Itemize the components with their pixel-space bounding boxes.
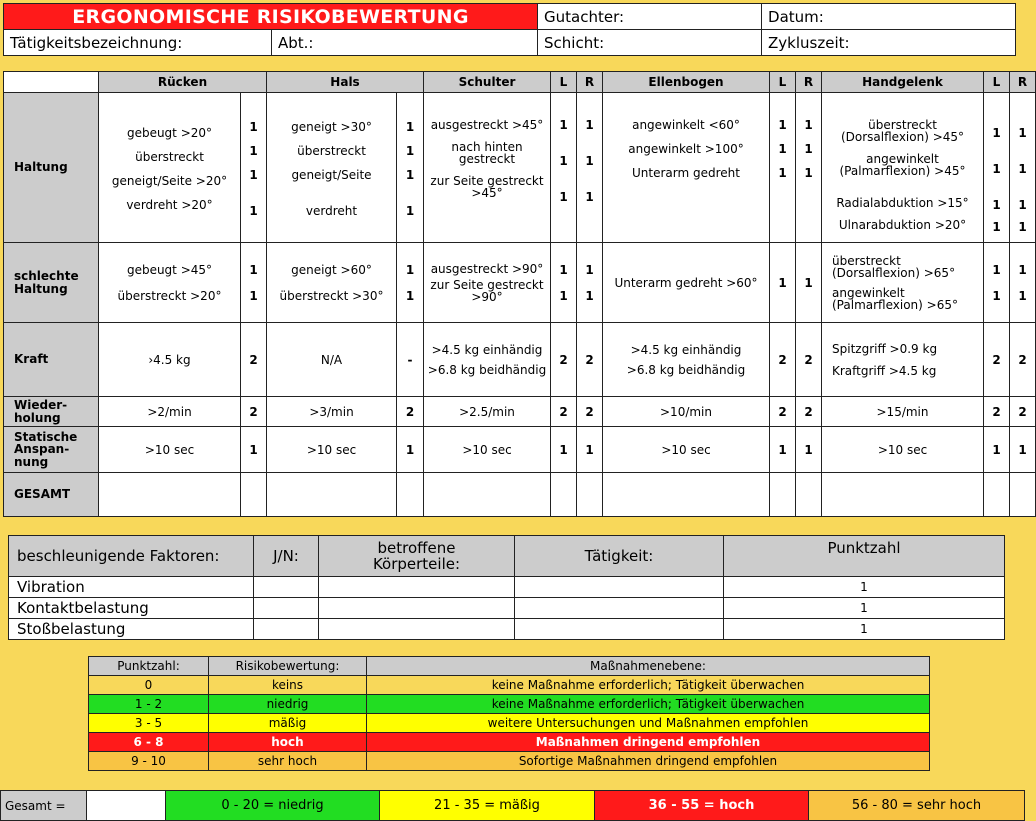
gutachter-field[interactable]: Gutachter:	[538, 4, 762, 30]
kraft-schulter-text: >4.5 kg einhändig >6.8 kg beidhändig	[424, 323, 551, 397]
kraft-hals-score[interactable]: -	[397, 323, 424, 397]
col-ruecken: Rücken	[99, 72, 267, 93]
gesamt-schulter-r[interactable]	[577, 473, 603, 517]
haltung-handgelenk-l[interactable]: 1 1 1 1	[984, 93, 1010, 243]
stat-ruecken-score[interactable]: 1	[241, 427, 267, 473]
haltung-schulter-text: ausgestreckt >45° nach hinten gestreckt zur Seite gestreckt >45°	[424, 93, 551, 243]
wdh-schulter-r[interactable]: 2	[577, 397, 603, 427]
schlecht-ellenbogen-text: Unterarm gedreht >60°	[603, 243, 770, 323]
stat-ruecken-text: >10 sec	[99, 427, 241, 473]
gesamt-schulter-text	[424, 473, 551, 517]
col-schulter-l: L	[551, 72, 577, 93]
haltung-ellenbogen-text: angewinkelt <60° angewinkelt >100° Unterarm gedreht	[603, 93, 770, 243]
gesamt-ruecken-text	[99, 473, 241, 517]
kraft-handgelenk-r[interactable]: 2	[1010, 323, 1036, 397]
schlecht-schulter-text: ausgestreckt >90° zur Seite gestreckt >90°	[424, 243, 551, 323]
wdh-hals-text: >3/min	[267, 397, 397, 427]
col-schulter: Schulter	[424, 72, 551, 93]
accel-activity-input[interactable]	[515, 619, 724, 640]
stat-handgelenk-l[interactable]: 1	[984, 427, 1010, 473]
accel-header-points: Punktzahl	[724, 536, 1005, 577]
haltung-schulter-r[interactable]: 1 1 1	[577, 93, 603, 243]
col-ellenbogen: Ellenbogen	[603, 72, 770, 93]
risk-table	[3, 71, 1036, 517]
accel-body-input[interactable]	[319, 577, 515, 598]
gesamt-schulter-l[interactable]	[551, 473, 577, 517]
haltung-ruecken-text: gebeugt >20° überstreckt geneigt/Seite >20° verdreht >20°	[99, 93, 241, 243]
accel-header-factors: beschleunigende Faktoren:	[9, 536, 254, 577]
accel-body-input[interactable]	[319, 598, 515, 619]
gesamt-handgelenk-text	[822, 473, 984, 517]
kraft-handgelenk-l[interactable]: 2	[984, 323, 1010, 397]
schlecht-ellenbogen-l[interactable]: 1	[770, 243, 796, 323]
schlecht-ruecken-score[interactable]: 1 1	[241, 243, 267, 323]
page-title: ERGONOMISCHE RISIKOBEWERTUNG	[4, 4, 538, 30]
haltung-hals-score[interactable]: 1 1 1 1	[397, 93, 424, 243]
kraft-ruecken-score[interactable]: 2	[241, 323, 267, 397]
schlecht-schulter-r[interactable]: 1 1	[577, 243, 603, 323]
gesamt-ellenbogen-l[interactable]	[770, 473, 796, 517]
wdh-handgelenk-r[interactable]: 2	[1010, 397, 1036, 427]
accel-jn-input[interactable]	[254, 577, 319, 598]
gesamt-ruecken-score[interactable]	[241, 473, 267, 517]
col-schulter-r: R	[577, 72, 603, 93]
gesamt-hals-text	[267, 473, 397, 517]
haltung-ruecken-score[interactable]: 1 1 1 1	[241, 93, 267, 243]
wdh-ellenbogen-text: >10/min	[603, 397, 770, 427]
legend-risk: sehr hoch	[209, 752, 367, 771]
haltung-ellenbogen-r[interactable]: 1 1 1	[796, 93, 822, 243]
stat-handgelenk-text: >10 sec	[822, 427, 984, 473]
accel-header-body: betroffene Körperteile:	[319, 536, 515, 577]
gesamt-ellenbogen-text	[603, 473, 770, 517]
legend-risk: niedrig	[209, 695, 367, 714]
datum-field[interactable]: Datum:	[762, 4, 1016, 30]
legend-header-score: Punktzahl:	[89, 657, 209, 676]
kraft-hals-text: N/A	[267, 323, 397, 397]
haltung-handgelenk-r[interactable]: 1 1 1 1	[1010, 93, 1036, 243]
gesamt-total-input[interactable]	[87, 791, 166, 821]
legend-action: keine Maßnahme erforderlich; Tätigkeit überwachen	[367, 695, 930, 714]
legend-action: keine Maßnahme erforderlich; Tätigkeit überwachen	[367, 676, 930, 695]
legend-row	[89, 714, 930, 733]
legend-score: 6 - 8	[89, 733, 209, 752]
row-wiederholung: Wieder-holung	[4, 397, 99, 427]
gesamt-ellenbogen-r[interactable]	[796, 473, 822, 517]
accel-activity-input[interactable]	[515, 577, 724, 598]
stat-hals-text: >10 sec	[267, 427, 397, 473]
kraft-handgelenk-text: Spitzgriff >0.9 kg Kraftgriff >4.5 kg	[822, 323, 984, 397]
schlecht-handgelenk-r[interactable]: 1 1	[1010, 243, 1036, 323]
wdh-ruecken-text: >2/min	[99, 397, 241, 427]
legend-action: weitere Untersuchungen und Maßnahmen empfohlen	[367, 714, 930, 733]
legend-row	[89, 676, 930, 695]
stat-schulter-l[interactable]: 1	[551, 427, 577, 473]
col-handgelenk-r: R	[1010, 72, 1036, 93]
wdh-ruecken-score[interactable]: 2	[241, 397, 267, 427]
kraft-ellenbogen-l[interactable]: 2	[770, 323, 796, 397]
stat-hals-score[interactable]: 1	[397, 427, 424, 473]
schlecht-handgelenk-l[interactable]: 1 1	[984, 243, 1010, 323]
kraft-schulter-l[interactable]: 2	[551, 323, 577, 397]
stat-handgelenk-r[interactable]: 1	[1010, 427, 1036, 473]
legend-score: 0	[89, 676, 209, 695]
kraft-ellenbogen-text: >4.5 kg einhändig >6.8 kg beidhändig	[603, 323, 770, 397]
stat-schulter-r[interactable]: 1	[577, 427, 603, 473]
wdh-ellenbogen-l[interactable]: 2	[770, 397, 796, 427]
zykluszeit-field[interactable]: Zykluszeit:	[762, 30, 1016, 56]
schlecht-handgelenk-text: überstreckt (Dorsalflexion) >65° angewinkelt (Palmarflexion) >65°	[822, 243, 984, 323]
gesamt-handgelenk-r[interactable]	[1010, 473, 1036, 517]
haltung-hals-text: geneigt >30° überstreckt geneigt/Seite verdreht	[267, 93, 397, 243]
band-niedrig: 0 - 20 = niedrig	[166, 791, 380, 821]
gesamt-handgelenk-l[interactable]	[984, 473, 1010, 517]
haltung-handgelenk-text: überstreckt (Dorsalflexion) >45° angewinkelt (Palmarflexion) >45° Radialabduktion >15° Ulnarabduktion >20°	[822, 93, 984, 243]
accel-name: Kontaktbelastung	[9, 598, 254, 619]
row-statische: Statische Anspan-nung	[4, 427, 99, 473]
wdh-handgelenk-l[interactable]: 2	[984, 397, 1010, 427]
row-gesamt: GESAMT	[4, 473, 99, 517]
col-hals: Hals	[267, 72, 424, 93]
kraft-ellenbogen-r[interactable]: 2	[796, 323, 822, 397]
gesamt-label: Gesamt =	[1, 791, 87, 821]
band-maessig: 21 - 35 = mäßig	[380, 791, 595, 821]
stat-schulter-text: >10 sec	[424, 427, 551, 473]
accel-points: 1	[724, 577, 1005, 598]
accel-header-jn: J/N:	[254, 536, 319, 577]
table-row	[9, 577, 1005, 598]
col-handgelenk: Handgelenk	[822, 72, 984, 93]
schlecht-ellenbogen-r[interactable]: 1	[796, 243, 822, 323]
legend-risk: mäßig	[209, 714, 367, 733]
accel-name: Vibration	[9, 577, 254, 598]
header-table	[3, 3, 1016, 56]
legend-risk: keins	[209, 676, 367, 695]
legend-header-action: Maßnahmenebene:	[367, 657, 930, 676]
wdh-handgelenk-text: >15/min	[822, 397, 984, 427]
stat-ellenbogen-text: >10 sec	[603, 427, 770, 473]
wdh-schulter-text: >2.5/min	[424, 397, 551, 427]
accel-name: Stoßbelastung	[9, 619, 254, 640]
row-schlechte-haltung: schlechte Haltung	[4, 243, 99, 323]
legend-row	[89, 733, 930, 752]
schlecht-ruecken-text: gebeugt >45° überstreckt >20°	[99, 243, 241, 323]
legend-score: 3 - 5	[89, 714, 209, 733]
schicht-field[interactable]: Schicht:	[538, 30, 762, 56]
footer-total-bar	[0, 790, 1025, 821]
accel-header-activity: Tätigkeit:	[515, 536, 724, 577]
haltung-schulter-l[interactable]: 1 1 1	[551, 93, 577, 243]
band-sehr-hoch: 56 - 80 = sehr hoch	[809, 791, 1025, 821]
schlecht-hals-score[interactable]: 1 1	[397, 243, 424, 323]
col-ellenbogen-r: R	[796, 72, 822, 93]
wdh-schulter-l[interactable]: 2	[551, 397, 577, 427]
row-kraft: Kraft	[4, 323, 99, 397]
legend-table	[88, 656, 930, 771]
table-row	[9, 619, 1005, 640]
taetigkeit-field[interactable]: Tätigkeitsbezeichnung:	[4, 30, 272, 56]
schlecht-hals-text: geneigt >60° überstreckt >30°	[267, 243, 397, 323]
legend-action: Maßnahmen dringend empfohlen	[367, 733, 930, 752]
legend-row	[89, 752, 930, 771]
legend-score: 1 - 2	[89, 695, 209, 714]
legend-header-risk: Risikobewertung:	[209, 657, 367, 676]
stat-ellenbogen-l[interactable]: 1	[770, 427, 796, 473]
legend-risk: hoch	[209, 733, 367, 752]
accel-points: 1	[724, 619, 1005, 640]
band-hoch: 36 - 55 = hoch	[595, 791, 809, 821]
abt-field[interactable]: Abt.:	[272, 30, 538, 56]
schlecht-schulter-l[interactable]: 1 1	[551, 243, 577, 323]
legend-score: 9 - 10	[89, 752, 209, 771]
accel-jn-input[interactable]	[254, 598, 319, 619]
gesamt-hals-score[interactable]	[397, 473, 424, 517]
accel-jn-input[interactable]	[254, 619, 319, 640]
col-handgelenk-l: L	[984, 72, 1010, 93]
legend-action: Sofortige Maßnahmen dringend empfohlen	[367, 752, 930, 771]
corner-cell	[4, 72, 99, 93]
haltung-ellenbogen-l[interactable]: 1 1 1	[770, 93, 796, 243]
legend-row	[89, 695, 930, 714]
accel-factors-table	[8, 535, 1005, 640]
wdh-ellenbogen-r[interactable]: 2	[796, 397, 822, 427]
col-ellenbogen-l: L	[770, 72, 796, 93]
row-haltung: Haltung	[4, 93, 99, 243]
wdh-hals-score[interactable]: 2	[397, 397, 424, 427]
accel-body-input[interactable]	[319, 619, 515, 640]
accel-points: 1	[724, 598, 1005, 619]
accel-activity-input[interactable]	[515, 598, 724, 619]
kraft-ruecken-text: ›4.5 kg	[99, 323, 241, 397]
stat-ellenbogen-r[interactable]: 1	[796, 427, 822, 473]
kraft-schulter-r[interactable]: 2	[577, 323, 603, 397]
table-row	[9, 598, 1005, 619]
